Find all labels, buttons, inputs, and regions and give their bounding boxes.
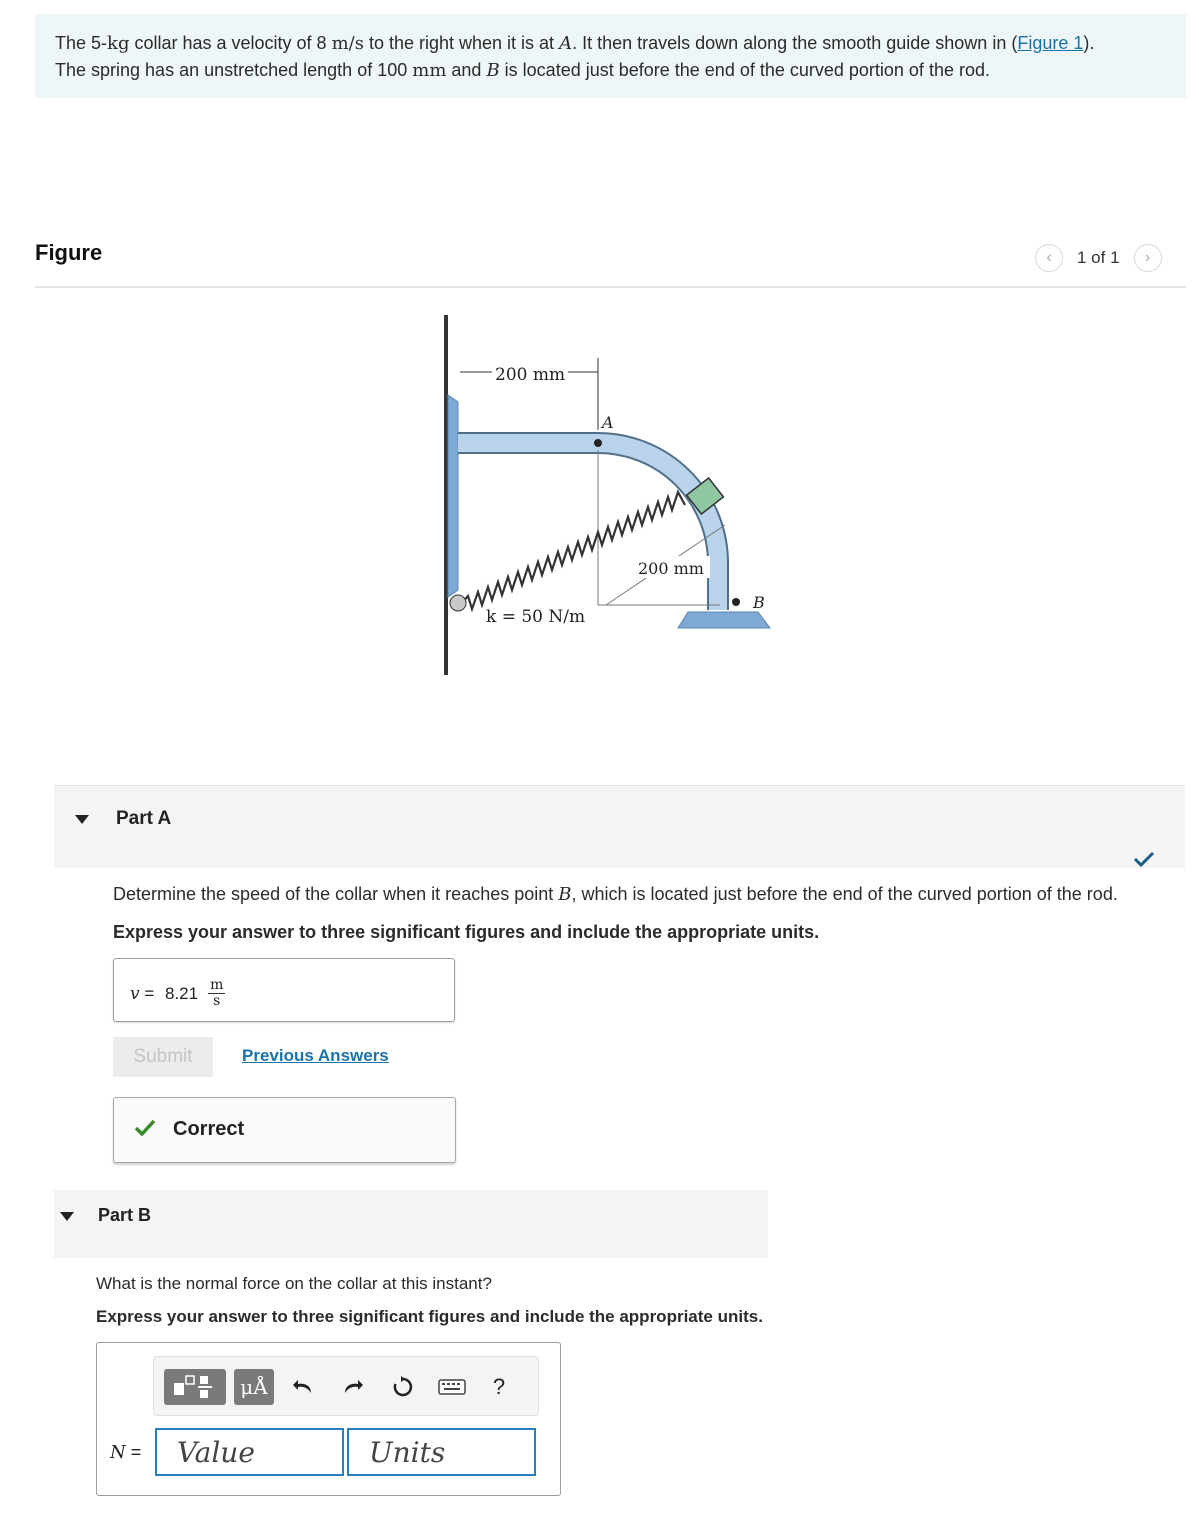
point-a-dot (594, 439, 602, 447)
wall-bracket (448, 395, 458, 597)
part-b-instruction: Express your answer to three significant figures and include the appropriate units. (96, 1307, 763, 1326)
point-b-dot (732, 598, 740, 606)
figure-navigation (1035, 244, 1162, 272)
answer-value: 8.21 (164, 983, 199, 1003)
point-a-label: A (602, 413, 614, 432)
part-a-instruction: Express your answer to three significant figures and include the appropriate units. (113, 922, 820, 942)
correct-label: Correct (173, 1118, 245, 1140)
dim-radius-label: 200 mm (638, 559, 704, 578)
submit-button[interactable]: Submit (113, 1037, 213, 1077)
spring-anchor (450, 595, 466, 611)
problem-line-1: The 5-kg collar has a velocity of 8 m/s to the right when it is at A. It then travels down along the smooth guide shown in (Figure 1). (55, 33, 1095, 54)
correct-feedback-box (113, 1097, 456, 1163)
reset-icon[interactable] (388, 1369, 418, 1405)
figure-divider (35, 286, 1186, 288)
redo-icon[interactable] (338, 1369, 368, 1405)
base-plate (678, 612, 770, 628)
part-b-title: Part B (98, 1205, 152, 1225)
value-input[interactable]: Value (155, 1428, 344, 1476)
part-b-var-label: N = (110, 1442, 142, 1463)
figure-counter: 1 of 1 (1077, 248, 1120, 267)
figure-diagram (420, 300, 820, 690)
part-a-title: Part A (116, 808, 172, 829)
part-a-header[interactable] (54, 785, 1185, 868)
undo-icon[interactable] (288, 1369, 318, 1405)
units-button[interactable]: μÅ (234, 1369, 274, 1405)
part-b-question: What is the normal force on the collar at this instant? (96, 1274, 492, 1293)
keyboard-icon[interactable] (436, 1369, 468, 1405)
figure-link[interactable]: Figure 1 (1017, 33, 1084, 53)
part-a-answer: v = 8.21 m s (130, 977, 224, 1009)
spring-constant-label: k = 50 N/m (486, 607, 586, 627)
point-b-label: B (753, 593, 765, 612)
templates-icon[interactable] (164, 1369, 226, 1405)
math-toolbar (153, 1356, 539, 1416)
previous-answers-link[interactable]: Previous Answers (242, 1046, 389, 1065)
help-button[interactable]: ? (492, 1374, 506, 1399)
collapse-caret-icon[interactable] (75, 815, 89, 824)
spring (460, 492, 685, 609)
wall-line (444, 315, 448, 675)
problem-line-2: The spring has an unstretched length of 100 mm and B is located just before the end of the curved portion of the rod. (55, 60, 990, 81)
chevron-right-icon[interactable]: › (1134, 244, 1162, 272)
problem-statement (55, 30, 1175, 84)
correct-check-icon (133, 1118, 157, 1138)
units-input[interactable]: Units (347, 1428, 536, 1476)
answer-unit: m s (210, 977, 224, 1009)
part-a-question: Determine the speed of the collar when it reaches point B, which is located just before the end of the curved portion of the rod. (113, 884, 1118, 905)
figure-title: Figure (35, 240, 103, 265)
chevron-left-icon[interactable]: ‹ (1035, 244, 1063, 272)
collapse-caret-icon[interactable] (60, 1212, 74, 1221)
dim-top-label: 200 mm (495, 365, 566, 385)
part-b-header[interactable] (54, 1190, 768, 1258)
checkmark-icon (1132, 850, 1156, 868)
